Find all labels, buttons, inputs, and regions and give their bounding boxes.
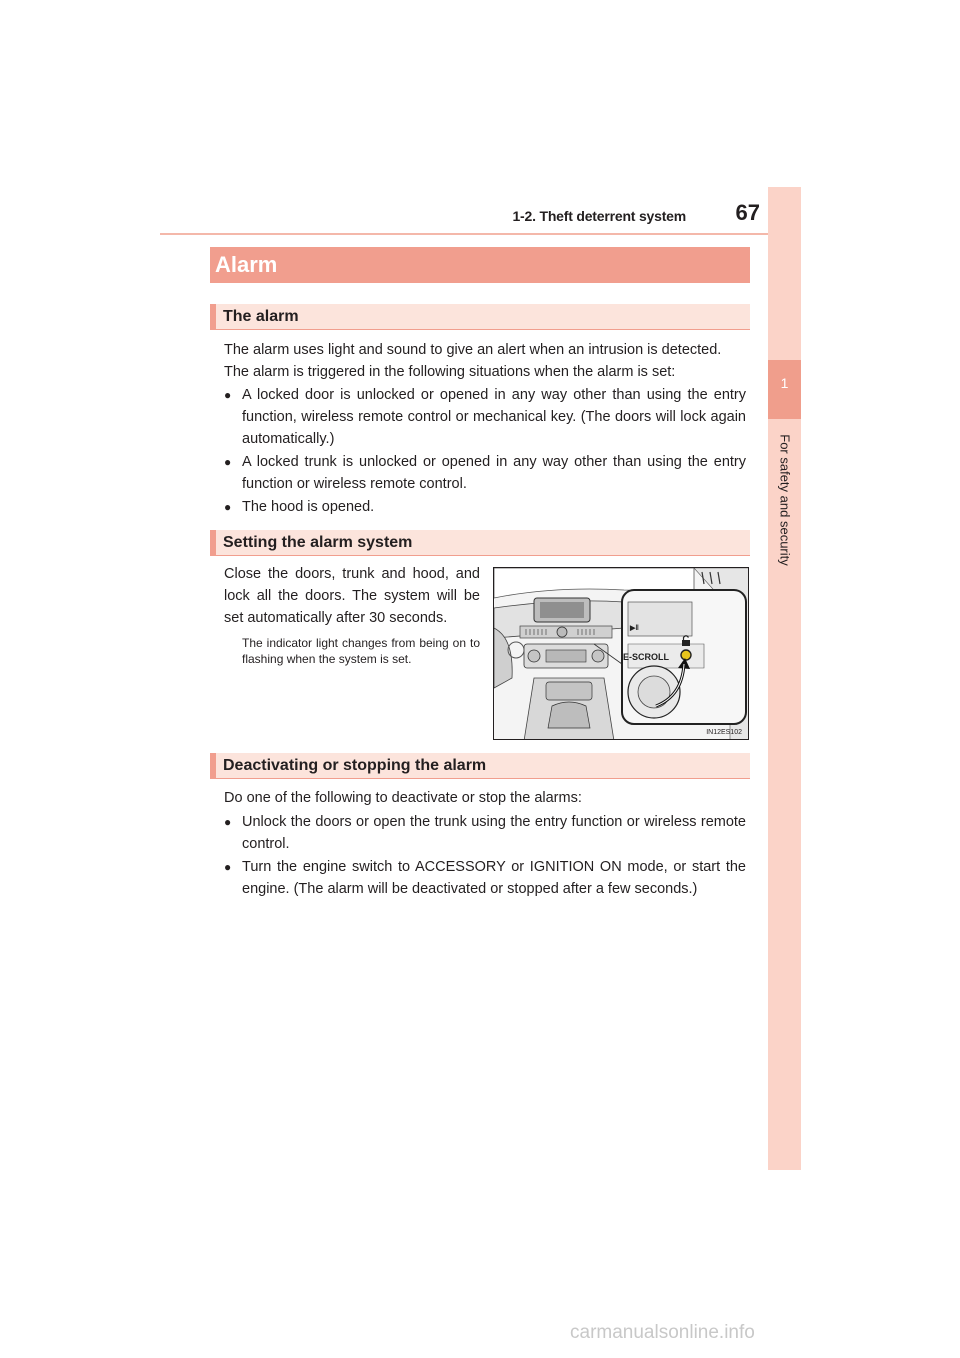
list-item-text: Turn the engine switch to ACCESSORY or IGNITION ON mode, or start the engine. (The alarm will be deactivated or stopped after a few seconds.) bbox=[242, 859, 746, 897]
bullet-icon: ● bbox=[224, 388, 232, 402]
heading-text: Deactivating or stopping the alarm bbox=[223, 757, 487, 774]
heading-the-alarm bbox=[210, 304, 750, 330]
header-rule bbox=[160, 233, 800, 235]
figure-id: IN12ES102 bbox=[706, 729, 742, 736]
heading-text: Setting the alarm system bbox=[223, 534, 413, 551]
deactivating-intro: Do one of the following to deactivate or stop the alarms: bbox=[224, 790, 582, 806]
chapter-title: For safety and security bbox=[777, 434, 793, 566]
banner-title: Alarm bbox=[215, 252, 278, 277]
setting-note: The indicator light changes from being on to flashing when the system is set. bbox=[242, 636, 480, 666]
alarm-intro-2: The alarm is triggered in the following situations when the alarm is set: bbox=[224, 364, 676, 380]
list-item bbox=[224, 384, 746, 450]
list-item bbox=[224, 496, 746, 518]
list-item-text: A locked trunk is unlocked or opened in any way other than using the entry function or wireless remote control. bbox=[242, 454, 746, 492]
list-item bbox=[224, 451, 746, 495]
alarm-banner bbox=[210, 247, 750, 283]
list-item-text: A locked door is unlocked or opened in any way other than using the entry function, wireless remote control or mechanical key. (The doors will lock again automatically.) bbox=[242, 387, 746, 447]
dashboard-drawing bbox=[494, 568, 749, 740]
watermark: carmanualsonline.info bbox=[570, 1322, 755, 1343]
heading-setting-alarm bbox=[210, 530, 750, 556]
list-item-text: Unlock the doors or open the trunk using the entry function or wireless remote control. bbox=[242, 814, 746, 852]
list-item bbox=[224, 811, 746, 855]
indicator-light-icon bbox=[681, 650, 691, 660]
list-item bbox=[224, 856, 746, 900]
list-item-text: The hood is opened. bbox=[242, 499, 375, 515]
section-title: 1-2. Theft deterrent system bbox=[512, 208, 686, 224]
alarm-intro-1: The alarm uses light and sound to give an alert when an intrusion is detected. bbox=[224, 342, 722, 358]
chapter-side-strip bbox=[768, 187, 801, 1170]
bullet-icon: ● bbox=[224, 455, 232, 469]
svg-text:▶‖: ▶‖ bbox=[630, 625, 639, 632]
dashboard-illustration bbox=[493, 567, 749, 740]
setting-text: Close the doors, trunk and hood, and lock all the doors. The system will be set automatically after 30 seconds. bbox=[224, 566, 480, 626]
bullet-icon: ● bbox=[224, 860, 232, 874]
heading-deactivating bbox=[210, 753, 750, 779]
page-number: 67 bbox=[735, 200, 760, 225]
scroll-label: E-SCROLL bbox=[623, 652, 669, 662]
bullet-icon: ● bbox=[224, 500, 232, 514]
chapter-number-tab: 1 bbox=[768, 360, 801, 419]
bullet-icon: ● bbox=[224, 815, 232, 829]
heading-text: The alarm bbox=[223, 308, 299, 325]
